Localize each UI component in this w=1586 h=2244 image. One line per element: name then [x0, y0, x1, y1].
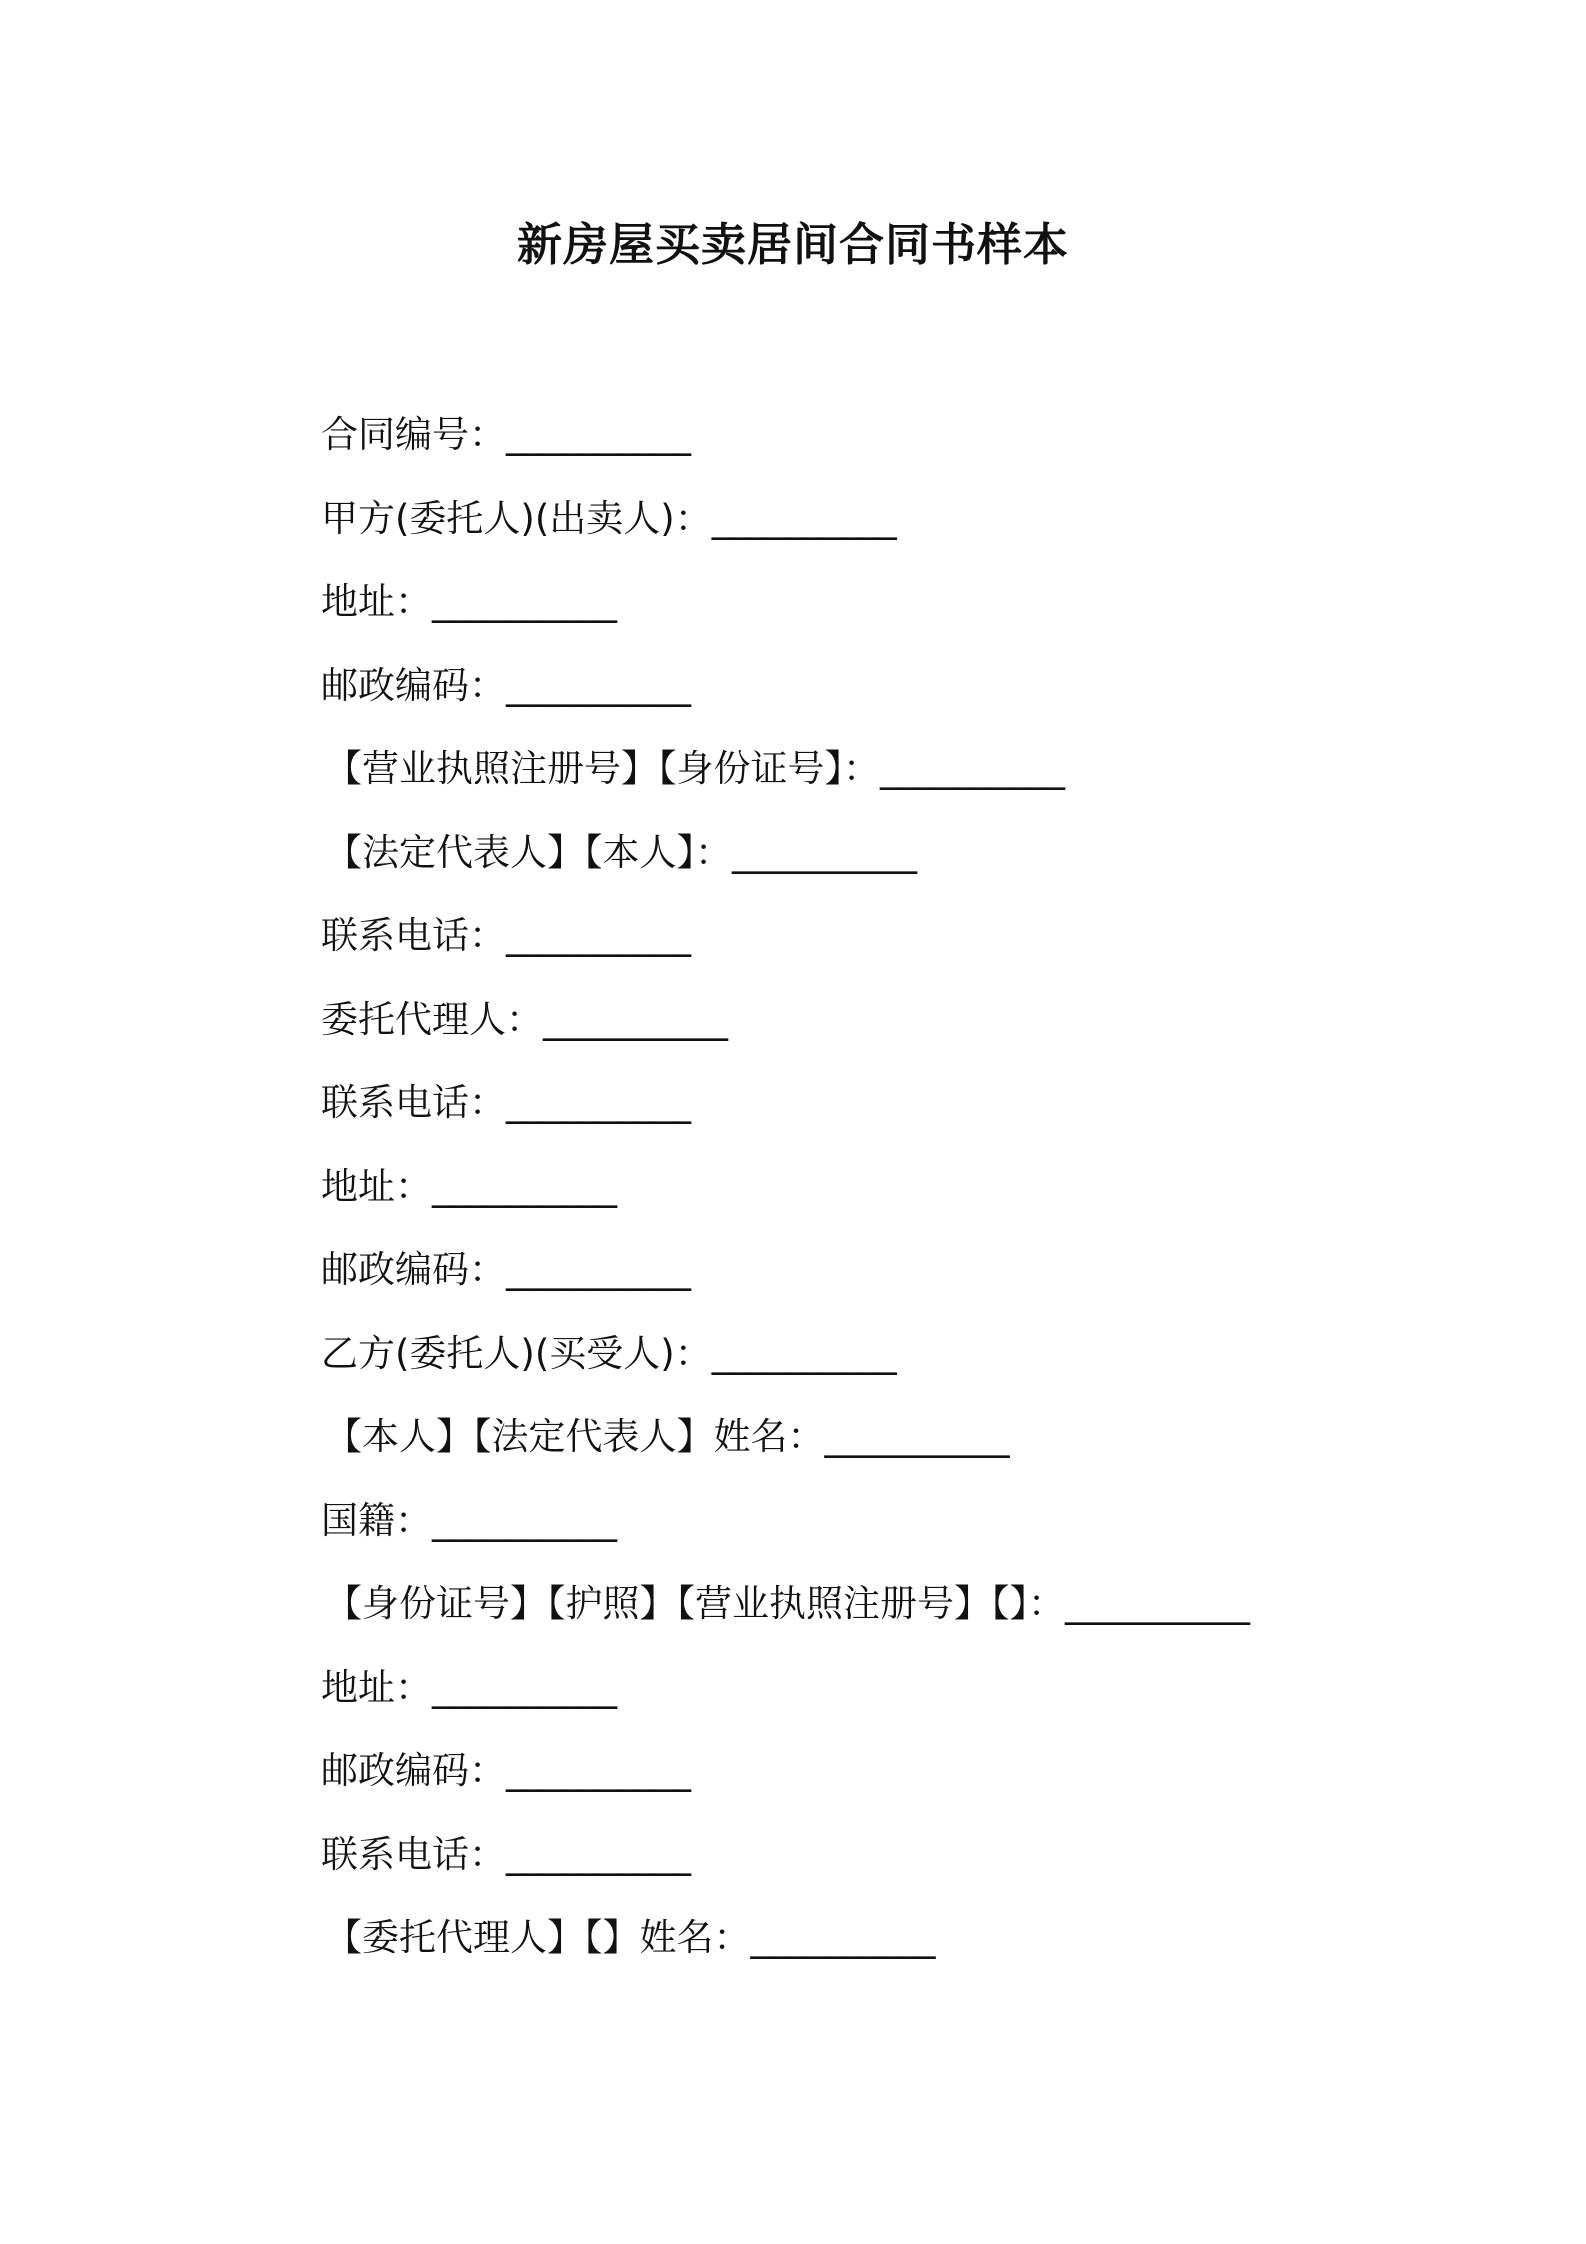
field-blank: __________: [432, 1498, 617, 1542]
field-blank: __________: [506, 1832, 691, 1876]
field-label: 【本人】【法定代表人】姓名：: [325, 1415, 825, 1458]
field-label: 国籍：: [321, 1498, 432, 1542]
field-party-b-agent-name: [321, 1903, 1521, 1987]
field-blank: __________: [506, 413, 691, 456]
field-blank: __________: [432, 1665, 617, 1709]
field-blank: __________: [732, 830, 917, 874]
field-party-a-agent: [321, 985, 1521, 1069]
field-blank: __________: [1065, 1582, 1250, 1625]
field-blank: __________: [711, 1331, 897, 1375]
field-blank: __________: [506, 914, 691, 957]
field-label: 甲方(委托人)(出卖人)：: [321, 496, 712, 540]
field-blank: __________: [506, 663, 691, 707]
field-blank: __________: [506, 1081, 691, 1124]
field-blank: __________: [506, 1749, 691, 1792]
field-party-b-nationality: [321, 1486, 1521, 1570]
field-party-a-representative: [321, 818, 1521, 902]
field-label: 【委托代理人】【】姓名：: [325, 1916, 751, 1959]
field-label: 联系电话：: [321, 1081, 506, 1124]
field-blank: __________: [880, 747, 1065, 790]
field-party-a-address: [321, 567, 1521, 651]
document-title: 新房屋买卖居间合同书样本: [516, 218, 1069, 271]
field-party-b-address: [321, 1653, 1521, 1737]
field-label: 联系电话：: [321, 914, 506, 957]
field-label: 邮政编码：: [321, 1248, 506, 1291]
field-label: 合同编号：: [321, 413, 506, 456]
field-party-a-phone: [321, 901, 1521, 985]
field-label: 乙方(委托人)(买受人)：: [321, 1331, 712, 1375]
field-blank: __________: [506, 1248, 691, 1291]
field-blank: __________: [432, 580, 617, 623]
field-party-b-name: [321, 1402, 1521, 1486]
field-label: 【营业执照注册号】【身份证号】：: [325, 747, 880, 790]
field-label: 地址：: [321, 1164, 432, 1208]
field-blank: __________: [750, 1916, 936, 1959]
field-party-a: [321, 484, 1521, 568]
field-label: 地址：: [321, 580, 432, 623]
field-label: 【身份证号】【护照】【营业执照注册号】【】：: [325, 1582, 1065, 1625]
field-contract-number: [321, 400, 1521, 484]
field-label: 邮政编码：: [321, 663, 506, 707]
contract-fields: [321, 400, 1521, 1987]
field-blank: __________: [711, 496, 897, 540]
field-label: 【法定代表人】【本人】：: [325, 830, 732, 874]
field-label: 地址：: [321, 1665, 432, 1709]
field-label: 联系电话：: [321, 1832, 506, 1876]
field-party-b-phone: [321, 1820, 1521, 1904]
field-party-a-license-id: [321, 734, 1521, 818]
field-party-a-agent-phone: [321, 1068, 1521, 1152]
field-party-a-postcode: [321, 651, 1521, 735]
field-label: 委托代理人：: [321, 997, 543, 1041]
field-label: 邮政编码：: [321, 1749, 506, 1792]
field-blank: __________: [824, 1415, 1010, 1458]
field-party-b-id-number: [321, 1569, 1521, 1653]
field-party-a-agent-postcode: [321, 1235, 1521, 1319]
field-blank: __________: [543, 997, 728, 1041]
field-blank: __________: [432, 1164, 617, 1208]
field-party-a-agent-address: [321, 1152, 1521, 1236]
field-party-b: [321, 1319, 1521, 1403]
field-party-b-postcode: [321, 1736, 1521, 1820]
